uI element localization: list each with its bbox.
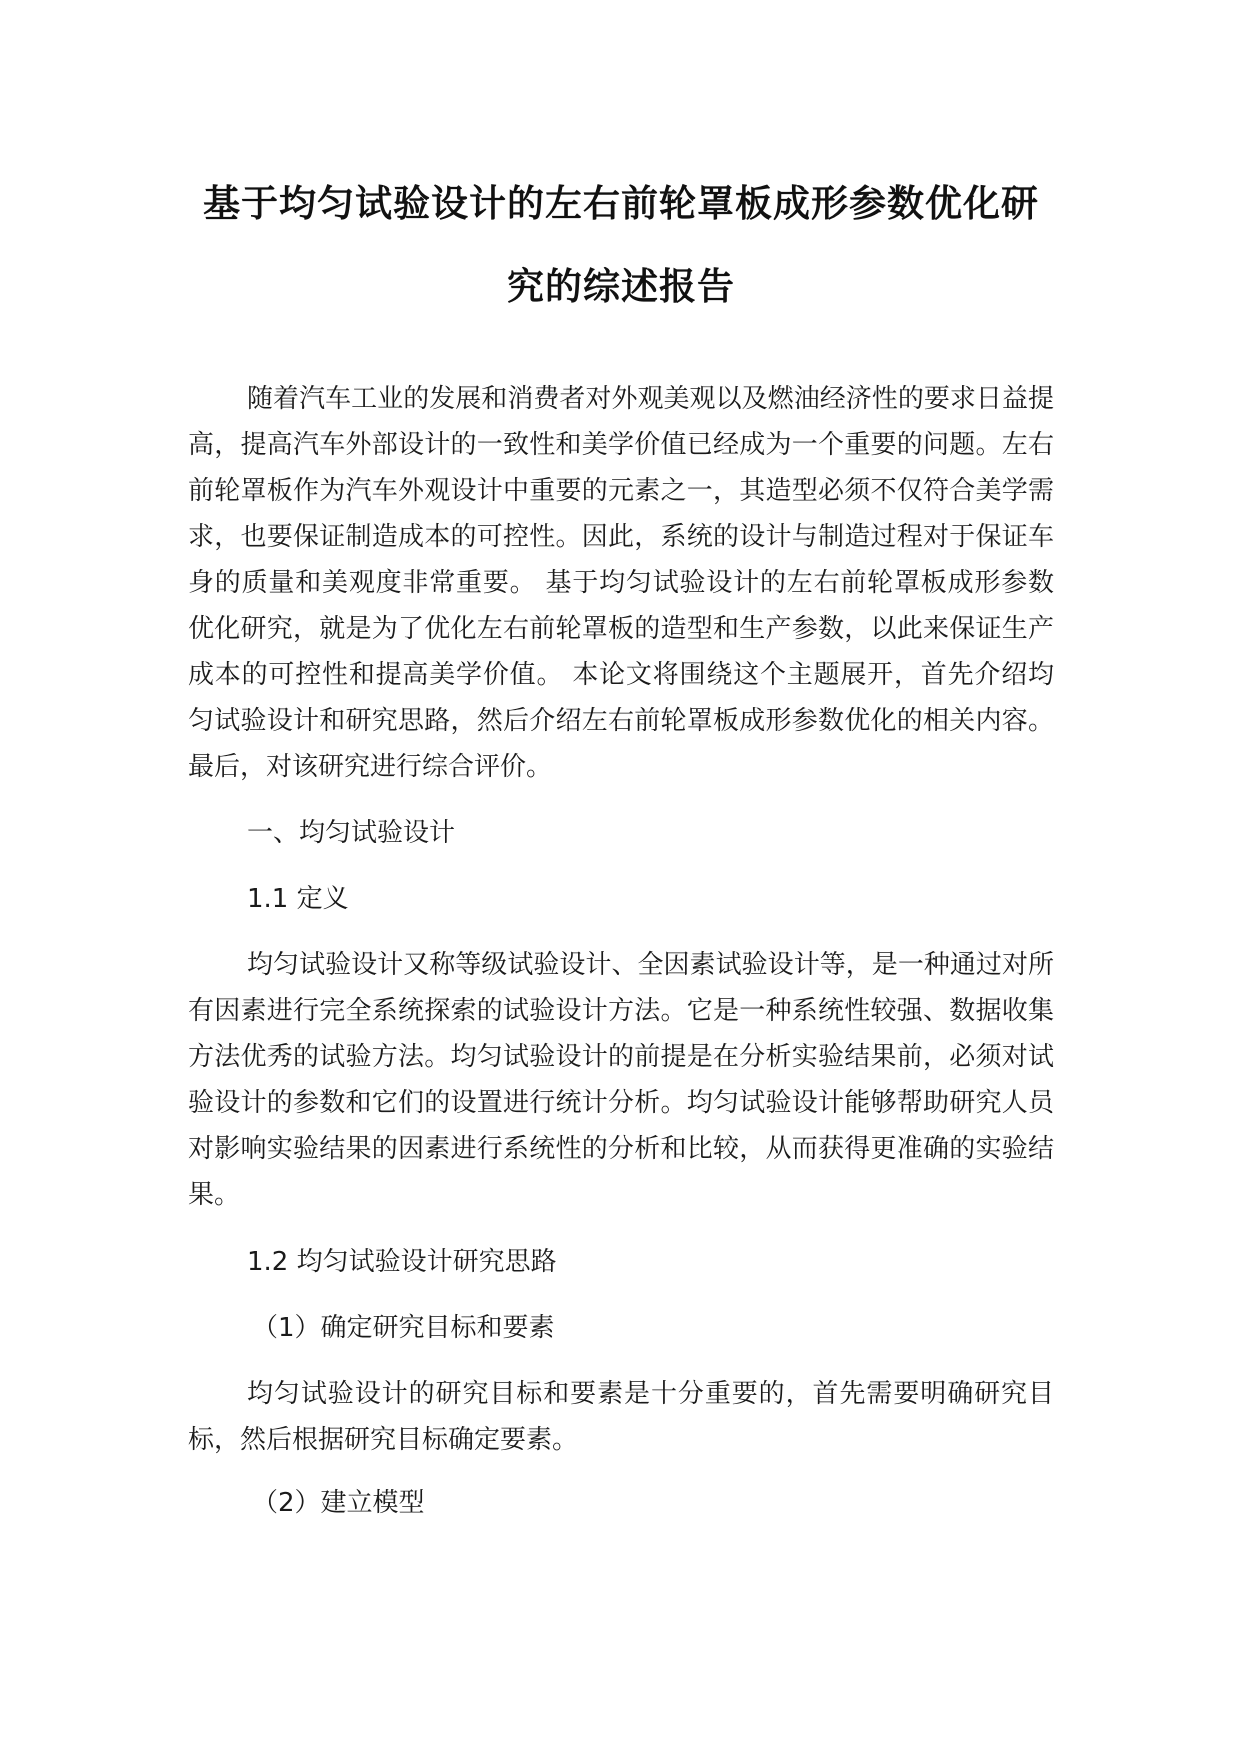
step-heading-1: （1）确定研究目标和要素 [252, 1313, 555, 1343]
document-title-line-2: 究的综述报告 [507, 265, 735, 308]
step-heading-2: （2）建立模型 [252, 1488, 425, 1518]
section-heading-1: 一、均匀试验设计 [247, 818, 456, 848]
subsection-heading-1-2: 1.2 均匀试验设计研究思路 [247, 1247, 557, 1277]
intro-paragraph: 随着汽车工业的发展和消费者对外观美观以及燃油经济性的要求日益提高，提高汽车外部设计的一致性和美学价值已经成为一个重要的问题。左右前轮罩板作为汽车外观设计中重要的元素之一，其造型必须不仅符合美学需求，也要保证制造成本的可控性。因此，系统的设计与制造过程对于保证车身的质量和美观度非常重要。 基于均匀试验设计的左右前轮罩板成形参数优化研究，就是为了优化左右前轮罩板的造型和生产参数，以此来保证生产成本的可控性和提高美学价值。 本论文将围绕这个主题展开，首先介绍均匀试验设计和研究思路，然后介绍左右前轮罩板成形参数优化的相关内容。最后，对该研究进行综合评价。 [188, 384, 1054, 782]
subsection-heading-1-1: 1.1 定义 [247, 884, 349, 914]
step1-paragraph: 均匀试验设计的研究目标和要素是十分重要的，首先需要明确研究目标，然后根据研究目标确定要素。 [188, 1379, 1054, 1455]
definition-paragraph: 均匀试验设计又称等级试验设计、全因素试验设计等，是一种通过对所有因素进行完全系统探索的试验设计方法。它是一种系统性较强、数据收集方法优秀的试验方法。均匀试验设计的前提是在分析实验结果前，必须对试验设计的参数和它们的设置进行统计分析。均匀试验设计能够帮助研究人员对影响实验结果的因素进行系统性的分析和比较，从而获得更准确的实验结果。 [188, 950, 1054, 1210]
document-title-line-1: 基于均匀试验设计的左右前轮罩板成形参数优化研 [203, 182, 1039, 225]
